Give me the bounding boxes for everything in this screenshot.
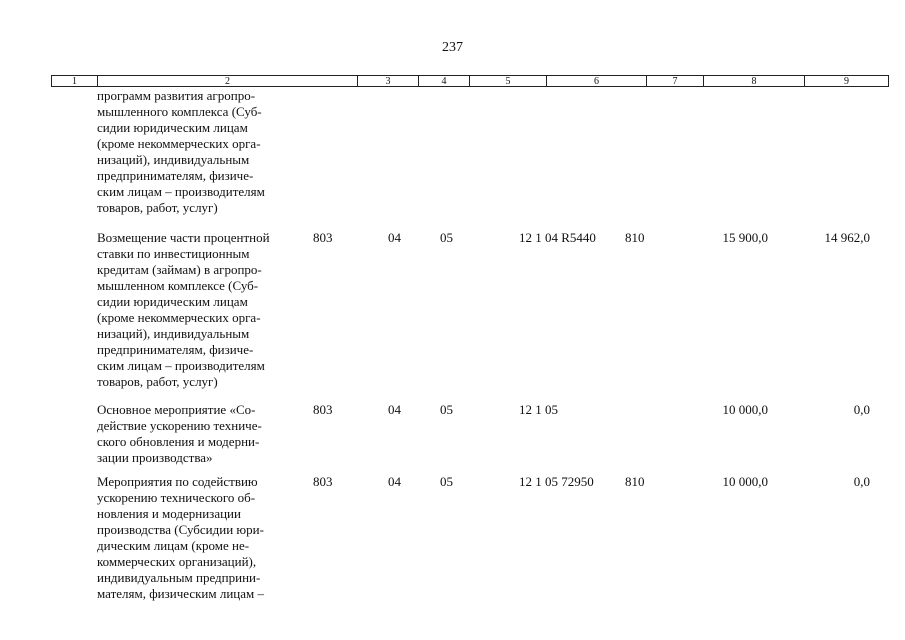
row-subsection-code: 05 <box>440 474 453 489</box>
row-ministry-code: 803 <box>313 474 333 489</box>
row-description: Возмещение части процентной ставки по инвестиционным кредитам (займам) в агропро- мышленном комплексе (Суб- сидии юридическим лицам (кроме некоммерческих орга- низаций), индивидуальным предпринимателям, физиче- ским лицам – производителям товаров, работ, услуг) <box>97 230 270 389</box>
header-cell-9: 9 <box>844 76 849 87</box>
row-ministry-code: 803 <box>313 230 333 245</box>
row-amount-1: 10 000,0 <box>722 474 768 489</box>
row-description: Основное мероприятие «Со- действие ускорению техниче- ского обновления и модерни- зации производства» <box>97 402 262 465</box>
page-number: 237 <box>442 40 463 55</box>
header-cell-4: 4 <box>419 76 470 86</box>
row-amount-1: 10 000,0 <box>722 402 768 417</box>
header-cell-8: 8 <box>704 76 805 86</box>
header-cell-3: 3 <box>358 76 419 86</box>
header-cell-7: 7 <box>647 76 704 86</box>
header-cell-5: 5 <box>470 76 547 86</box>
row-subsection-code: 05 <box>440 402 453 417</box>
row-section-code: 04 <box>388 230 401 245</box>
header-cell-1: 1 <box>52 76 98 86</box>
row-section-code: 04 <box>388 402 401 417</box>
row-section-code: 04 <box>388 474 401 489</box>
row-target-code: 12 1 05 <box>519 402 558 417</box>
row-description: Мероприятия по содействию ускорению технического об- новления и модернизации производства (Субсидии юри- дическим лицам (кроме не- коммерческих организаций), индивидуальным предприни- мателям, физическим лицам – <box>97 474 264 601</box>
row-subsection-code: 05 <box>440 230 453 245</box>
row-description: программ развития агропро- мышленного комплекса (Суб- сидии юридическим лицам (кроме некоммерческих орга- низаций), индивидуальным предпринимателям, физиче- ским лицам – производителям товаров, работ, услуг) <box>97 88 265 215</box>
table-header-row <box>51 75 889 87</box>
row-amount-2: 14 962,0 <box>824 230 870 245</box>
row-target-code: 12 1 05 72950 <box>519 474 594 489</box>
row-target-code: 12 1 04 R5440 <box>519 230 596 245</box>
row-amount-1: 15 900,0 <box>722 230 768 245</box>
row-amount-2: 0,0 <box>853 474 870 489</box>
row-expense-type: 810 <box>625 230 645 245</box>
header-cell-6: 6 <box>547 76 647 86</box>
row-ministry-code: 803 <box>313 402 333 417</box>
header-cell-2: 2 <box>98 76 358 86</box>
row-amount-2: 0,0 <box>853 402 870 417</box>
row-expense-type: 810 <box>625 474 645 489</box>
